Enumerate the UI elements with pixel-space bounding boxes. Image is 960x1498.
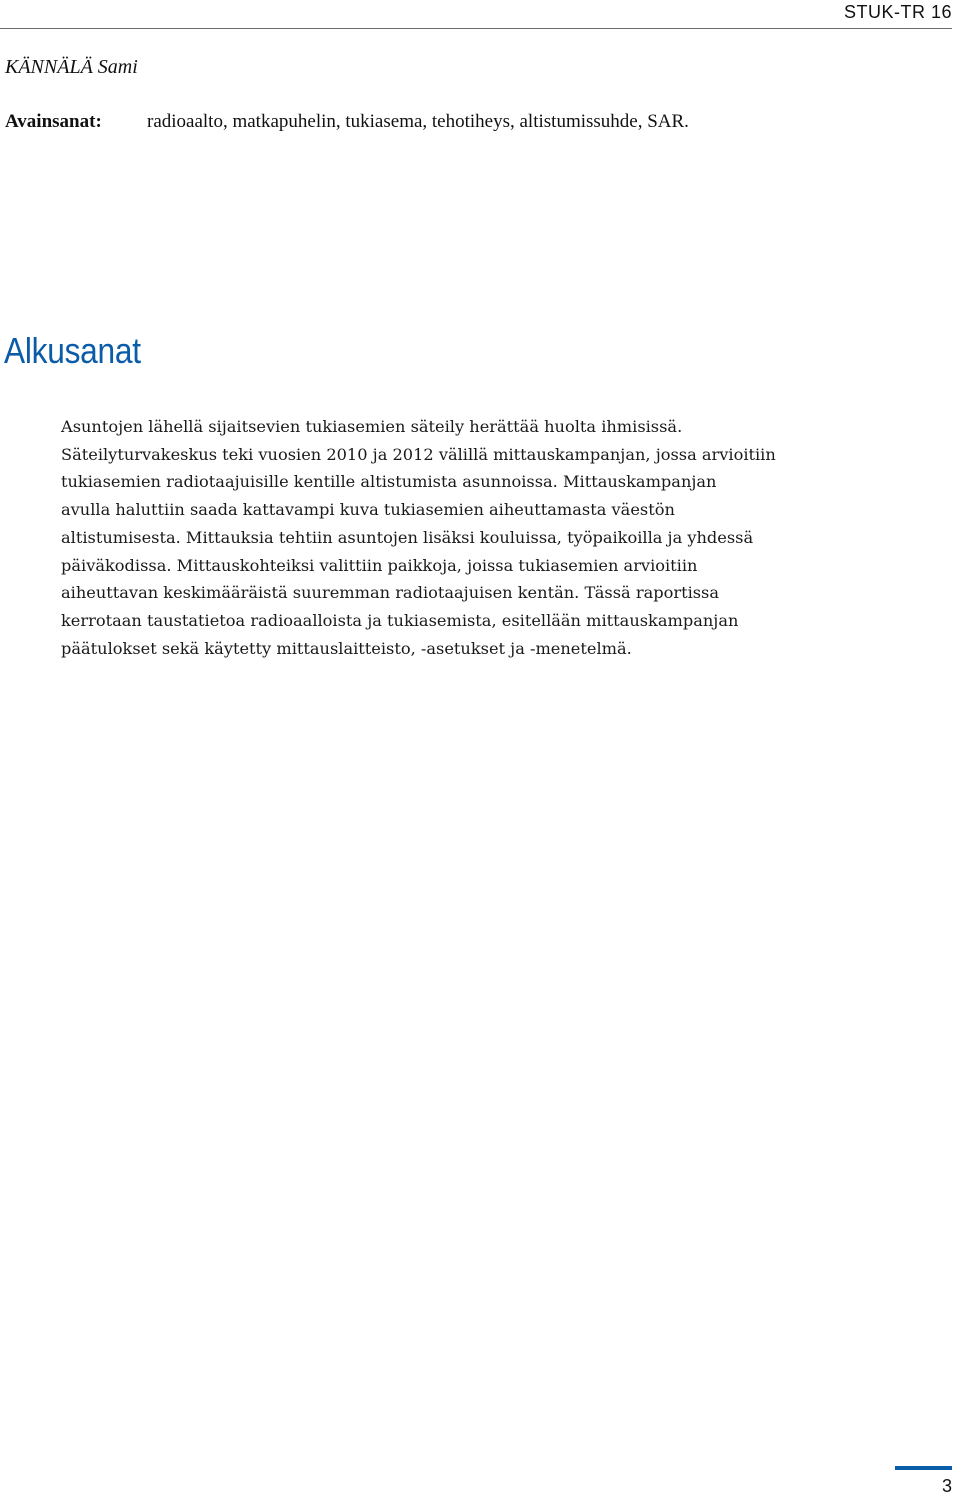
header-rule	[0, 28, 952, 29]
section-body	[61, 413, 891, 662]
section-title: Alkusanat	[4, 330, 141, 371]
body-line: altistumisesta. Mittauksia tehtiin asuntojen lisäksi kouluissa, työpaikoilla ja yhdessä	[61, 527, 754, 547]
body-line: kerrotaan taustatietoa radioaalloista ja tukiasemista, esitellään mittauskampanjan	[61, 610, 739, 630]
body-line: avulla haluttiin saada kattavampi kuva tukiasemien aiheuttamasta väestön	[61, 500, 675, 520]
body-line: päiväkodissa. Mittauskohteiksi valittiin paikkoja, joissa tukiasemien arvioitiin	[61, 555, 698, 575]
keywords-label: Avainsanat:	[5, 111, 102, 132]
report-series-id: STUK-TR 16	[843, 2, 952, 22]
body-line: Asuntojen lähellä sijaitsevien tukiasemien säteily herättää huolta ihmisissä.	[61, 417, 683, 436]
keywords-value: radioaalto, matkapuhelin, tukiasema, tehotiheys, altistumissuhde, SAR.	[147, 111, 689, 132]
body-line: Säteilyturvakeskus teki vuosien 2010 ja 2012 välillä mittauskampanjan, jossa arvioitiin	[61, 444, 776, 464]
body-line: päätulokset sekä käytetty mittauslaitteisto, -asetukset ja -menetelmä.	[61, 638, 632, 658]
body-line: aiheuttavan keskimääräistä suuremman radiotaajuisen kentän. Tässä raportissa	[61, 583, 720, 603]
footer-accent-bar	[895, 1466, 952, 1470]
page-number: 3	[941, 1476, 952, 1496]
body-line: tukiasemien radiotaajuisille kentille altistumista asunnoissa. Mittauskampanjan	[61, 472, 717, 492]
author-name: KÄNNÄLÄ Sami	[5, 56, 138, 78]
